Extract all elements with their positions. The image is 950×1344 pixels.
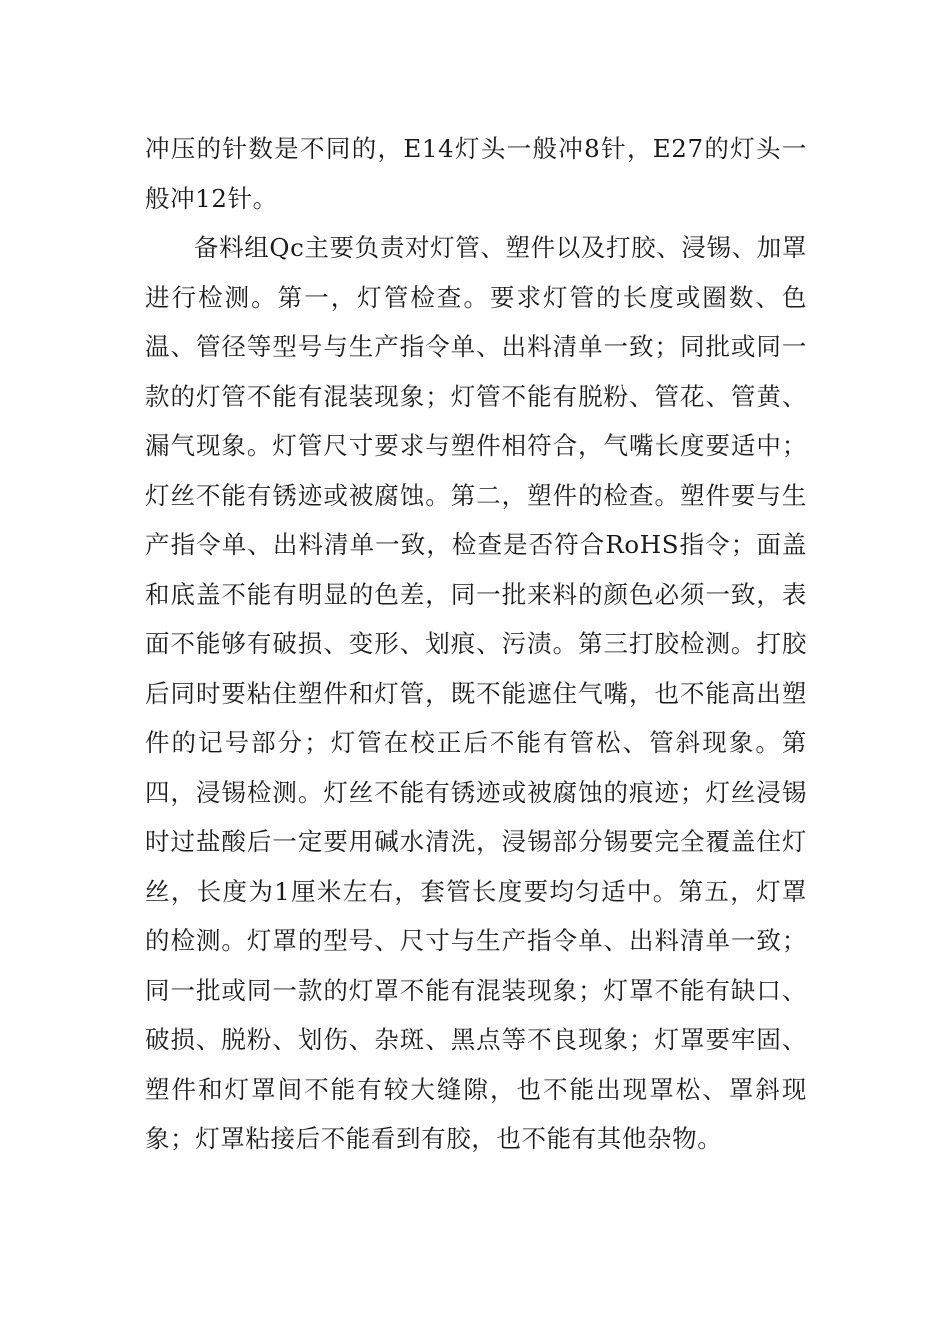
paragraph-qc-inspection: 备料组Qc主要负责对灯管、塑件以及打胶、浸锡、加罩进行检测。第一，灯管检查。要求灯管的长度或圈数、色温、管径等型号与生产指令单、出料清单一致；同批或同一款的灯管不能有混装现象；灯管不能有脱粉、管花、管黄、漏气现象。灯管尺寸要求与塑件相符合，气嘴长度要适中；灯丝不能有锈迹或被腐蚀。第二，塑件的检查。塑件要与生产指令单、出料清单一致，检查是否符合RoHS指令；面盖和底盖不能有明显的色差，同一批来料的颜色必须一致，表面不能够有破损、变形、划痕、污渍。第三打胶检测。打胶后同时要粘住塑件和灯管，既不能遮住气嘴，也不能高出塑件的记号部分；灯管在校正后不能有管松、管斜现象。第四，浸锡检测。灯丝不能有锈迹或被腐蚀的痕迹；灯丝浸锡时过盐酸后一定要用碱水清洗，浸锡部分锡要完全覆盖住灯丝，长度为1厘米左右，套管长度要均匀适中。第五，灯罩的检测。灯罩的型号、尺寸与生产指令单、出料清单一致；同一批或同一款的灯罩不能有混装现象；灯罩不能有缺口、破损、脱粉、划伤、杂斑、黑点等不良现象；灯罩要牢固、塑件和灯罩间不能有较大缝隙，也不能出现罩松、罩斜现象；灯罩粘接后不能看到有胶，也不能有其他杂物。 <box>145 233 807 1153</box>
paragraph-continuation: 冲压的针数是不同的，E14灯头一般冲8针，E27的灯头一般冲12针。 <box>145 134 807 213</box>
document-body <box>145 124 807 1164</box>
